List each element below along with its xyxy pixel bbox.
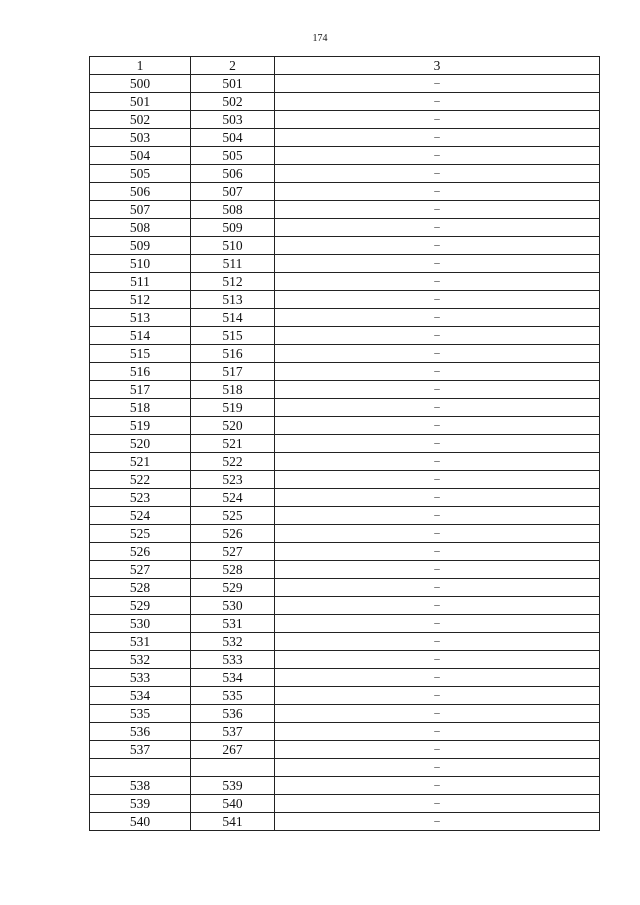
column-header-2: 2 xyxy=(191,57,275,75)
table-cell-col-1: 531 xyxy=(90,633,191,651)
table-cell-col-1: 533 xyxy=(90,669,191,687)
table-cell-col-1: 527 xyxy=(90,561,191,579)
table-cell-col-3: – xyxy=(275,615,600,633)
table-cell-col-2 xyxy=(191,759,275,777)
table-cell-col-2: 510 xyxy=(191,237,275,255)
table-row xyxy=(90,165,600,183)
table-cell-col-1: 536 xyxy=(90,723,191,741)
table-cell-col-1: 512 xyxy=(90,291,191,309)
table-cell-col-1: 537 xyxy=(90,741,191,759)
table-row xyxy=(90,435,600,453)
table-cell-col-2: 505 xyxy=(191,147,275,165)
table-row xyxy=(90,651,600,669)
table-cell-col-3: – xyxy=(275,327,600,345)
table-cell-col-1: 503 xyxy=(90,129,191,147)
table-cell-col-1: 517 xyxy=(90,381,191,399)
table-cell-col-1: 534 xyxy=(90,687,191,705)
table-row xyxy=(90,579,600,597)
table-cell-col-2: 532 xyxy=(191,633,275,651)
table-cell-col-2: 267 xyxy=(191,741,275,759)
table-row xyxy=(90,309,600,327)
table-row xyxy=(90,561,600,579)
table-cell-col-3: – xyxy=(275,183,600,201)
table-row xyxy=(90,543,600,561)
table-row xyxy=(90,201,600,219)
table-cell-col-1: 520 xyxy=(90,435,191,453)
table-cell-col-2: 507 xyxy=(191,183,275,201)
table-cell-col-3: – xyxy=(275,399,600,417)
table-cell-col-2: 523 xyxy=(191,471,275,489)
table-cell-col-2: 516 xyxy=(191,345,275,363)
table-cell-col-1: 540 xyxy=(90,813,191,831)
table-cell-col-2: 525 xyxy=(191,507,275,525)
table-row xyxy=(90,705,600,723)
table-cell-col-3: – xyxy=(275,273,600,291)
table-cell-col-3: – xyxy=(275,489,600,507)
table-cell-col-1: 514 xyxy=(90,327,191,345)
table-cell-col-2: 539 xyxy=(191,777,275,795)
table-cell-col-2: 529 xyxy=(191,579,275,597)
table-row xyxy=(90,489,600,507)
table-row xyxy=(90,75,600,93)
table-cell-col-1: 509 xyxy=(90,237,191,255)
table-cell-col-2: 511 xyxy=(191,255,275,273)
table-row xyxy=(90,687,600,705)
table-cell-col-2: 517 xyxy=(191,363,275,381)
table-cell-col-1: 507 xyxy=(90,201,191,219)
table-cell-col-2: 537 xyxy=(191,723,275,741)
table-cell-col-3: – xyxy=(275,201,600,219)
table-cell-col-3: – xyxy=(275,471,600,489)
table-row xyxy=(90,471,600,489)
table-cell-col-2: 531 xyxy=(191,615,275,633)
table-cell-col-3: – xyxy=(275,633,600,651)
column-header-1: 1 xyxy=(90,57,191,75)
table-row xyxy=(90,417,600,435)
table-row xyxy=(90,327,600,345)
table-cell-col-3: – xyxy=(275,309,600,327)
table-row xyxy=(90,93,600,111)
table-row xyxy=(90,507,600,525)
table-cell-col-3: – xyxy=(275,417,600,435)
table-cell-col-1: 519 xyxy=(90,417,191,435)
table-cell-col-2: 527 xyxy=(191,543,275,561)
table-cell-col-2: 526 xyxy=(191,525,275,543)
table-row xyxy=(90,273,600,291)
table-cell-col-3: – xyxy=(275,579,600,597)
table-cell-col-2: 509 xyxy=(191,219,275,237)
table-cell-col-1: 524 xyxy=(90,507,191,525)
table-cell-col-3: – xyxy=(275,237,600,255)
table-cell-col-3: – xyxy=(275,561,600,579)
table-row xyxy=(90,147,600,165)
table-row xyxy=(90,813,600,831)
table-cell-col-1: 513 xyxy=(90,309,191,327)
table-cell-col-1: 528 xyxy=(90,579,191,597)
table-cell-col-3: – xyxy=(275,219,600,237)
table-cell-col-1: 526 xyxy=(90,543,191,561)
table-cell-col-1: 523 xyxy=(90,489,191,507)
table-row xyxy=(90,777,600,795)
table-cell-col-2: 540 xyxy=(191,795,275,813)
table-row xyxy=(90,381,600,399)
table-cell-col-2: 535 xyxy=(191,687,275,705)
table-cell-col-3: – xyxy=(275,129,600,147)
table-row xyxy=(90,597,600,615)
table-row xyxy=(90,237,600,255)
table-cell-col-3: – xyxy=(275,435,600,453)
table-cell-col-1: 522 xyxy=(90,471,191,489)
table-cell-col-3: – xyxy=(275,291,600,309)
table-cell-col-2: 503 xyxy=(191,111,275,129)
table-cell-col-2: 506 xyxy=(191,165,275,183)
table-cell-col-1: 538 xyxy=(90,777,191,795)
table-row xyxy=(90,633,600,651)
table-cell-col-3: – xyxy=(275,795,600,813)
table-header xyxy=(90,57,600,75)
table-cell-col-1: 516 xyxy=(90,363,191,381)
table-row xyxy=(90,759,600,777)
table-body xyxy=(90,75,600,831)
table-cell-col-1: 511 xyxy=(90,273,191,291)
data-table xyxy=(89,56,600,831)
table-cell-col-3: – xyxy=(275,147,600,165)
table-cell-col-2: 515 xyxy=(191,327,275,345)
table-cell-col-1: 508 xyxy=(90,219,191,237)
table-cell-col-1: 515 xyxy=(90,345,191,363)
table-cell-col-3: – xyxy=(275,93,600,111)
table-row xyxy=(90,723,600,741)
table-cell-col-3: – xyxy=(275,507,600,525)
table-cell-col-1: 525 xyxy=(90,525,191,543)
table-cell-col-2: 513 xyxy=(191,291,275,309)
table-cell-col-2: 524 xyxy=(191,489,275,507)
table-row xyxy=(90,669,600,687)
table-cell-col-2: 522 xyxy=(191,453,275,471)
table-cell-col-1: 506 xyxy=(90,183,191,201)
table-row xyxy=(90,399,600,417)
table-row xyxy=(90,615,600,633)
table-cell-col-2: 504 xyxy=(191,129,275,147)
table-row xyxy=(90,345,600,363)
table-cell-col-1: 530 xyxy=(90,615,191,633)
table-cell-col-3: – xyxy=(275,381,600,399)
table-cell-col-2: 533 xyxy=(191,651,275,669)
table-cell-col-3: – xyxy=(275,705,600,723)
table-cell-col-3: – xyxy=(275,543,600,561)
table-cell-col-2: 520 xyxy=(191,417,275,435)
table-cell-col-2: 518 xyxy=(191,381,275,399)
table-cell-col-3: – xyxy=(275,363,600,381)
table-cell-col-2: 512 xyxy=(191,273,275,291)
table-cell-col-3: – xyxy=(275,687,600,705)
table-cell-col-2: 534 xyxy=(191,669,275,687)
table-cell-col-3: – xyxy=(275,345,600,363)
table-cell-col-3: – xyxy=(275,777,600,795)
page-number: 174 xyxy=(312,33,328,44)
table-cell-col-2: 521 xyxy=(191,435,275,453)
header-row xyxy=(90,57,600,75)
table-cell-col-3: – xyxy=(275,723,600,741)
column-header-3: 3 xyxy=(275,57,600,75)
table-row xyxy=(90,255,600,273)
table-cell-col-3: – xyxy=(275,651,600,669)
table-cell-col-1: 521 xyxy=(90,453,191,471)
table-row xyxy=(90,525,600,543)
table-cell-col-1: 535 xyxy=(90,705,191,723)
table-cell-col-3: – xyxy=(275,759,600,777)
table-row xyxy=(90,111,600,129)
table-cell-col-2: 519 xyxy=(191,399,275,417)
table-cell-col-2: 501 xyxy=(191,75,275,93)
table-cell-col-3: – xyxy=(275,813,600,831)
table-row xyxy=(90,741,600,759)
table-cell-col-3: – xyxy=(275,525,600,543)
table-cell-col-3: – xyxy=(275,75,600,93)
table-cell-col-1: 500 xyxy=(90,75,191,93)
table-cell-col-2: 528 xyxy=(191,561,275,579)
table-cell-col-2: 508 xyxy=(191,201,275,219)
table-cell-col-1: 539 xyxy=(90,795,191,813)
table-row xyxy=(90,453,600,471)
table-cell-col-3: – xyxy=(275,111,600,129)
table-cell-col-1: 501 xyxy=(90,93,191,111)
table-row xyxy=(90,291,600,309)
table-cell-col-2: 536 xyxy=(191,705,275,723)
table-cell-col-2: 530 xyxy=(191,597,275,615)
table-cell-col-3: – xyxy=(275,669,600,687)
table-cell-col-1: 518 xyxy=(90,399,191,417)
table-cell-col-3: – xyxy=(275,453,600,471)
table-cell-col-1: 510 xyxy=(90,255,191,273)
table-row xyxy=(90,129,600,147)
table-cell-col-2: 514 xyxy=(191,309,275,327)
table-row xyxy=(90,795,600,813)
table-cell-col-3: – xyxy=(275,741,600,759)
table-row xyxy=(90,183,600,201)
table-cell-col-2: 502 xyxy=(191,93,275,111)
table-cell-col-3: – xyxy=(275,255,600,273)
table-cell-col-3: – xyxy=(275,165,600,183)
table-cell-col-1: 505 xyxy=(90,165,191,183)
table-cell-col-1: 532 xyxy=(90,651,191,669)
table-cell-col-2: 541 xyxy=(191,813,275,831)
table-cell-col-1: 504 xyxy=(90,147,191,165)
table-row xyxy=(90,363,600,381)
table-cell-col-1 xyxy=(90,759,191,777)
table-cell-col-1: 529 xyxy=(90,597,191,615)
table-row xyxy=(90,219,600,237)
table-cell-col-1: 502 xyxy=(90,111,191,129)
table-cell-col-3: – xyxy=(275,597,600,615)
